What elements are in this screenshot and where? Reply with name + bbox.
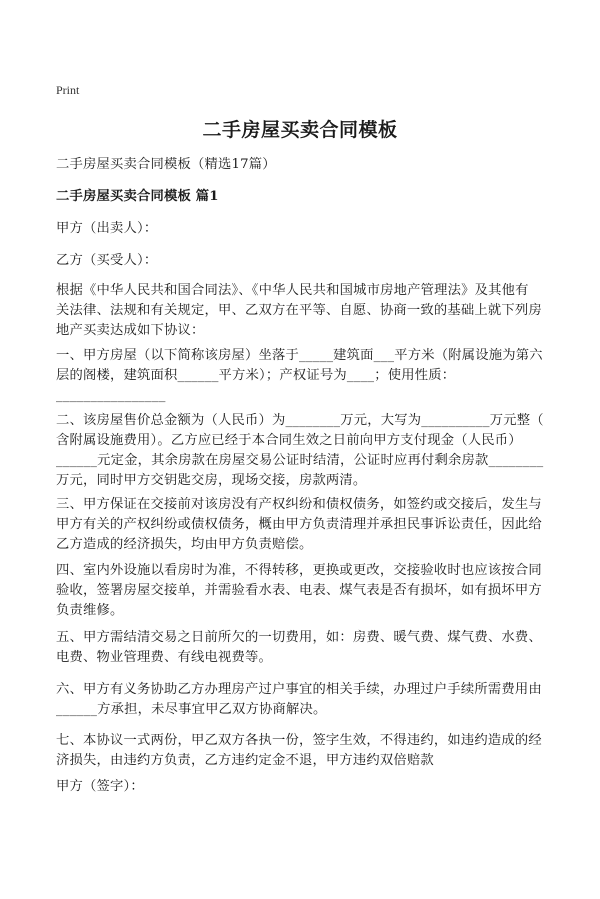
- clause-line: 负责维修。: [56, 603, 124, 618]
- clause-3-paragraph: [56, 495, 551, 555]
- clause-line: ______方承担，未尽事宜甲乙双方协商解决。: [56, 702, 327, 717]
- clause-2-paragraph: [56, 411, 551, 491]
- clause-line: ________________: [56, 388, 166, 403]
- section-heading: 二手房屋买卖合同模板 篇1: [56, 189, 219, 204]
- clause-line: 二、该房屋售价总金额为（人民币）为________万元，大写为__________万元整（: [56, 413, 544, 428]
- intro-line: 关法律、法规和有关规定，甲、乙双方在平等、自愿、协商一致的基础上就下列房: [56, 303, 542, 318]
- clause-line: 含附属设施费用）。乙方应已经于本合同生效之日前向甲方支付现金（人民币）: [56, 433, 522, 448]
- clause-4-paragraph: [56, 561, 551, 621]
- clause-line: 三、甲方保证在交接前对该房没有产权纠纷和债权债务，如签约或交接后，发生与: [56, 497, 542, 512]
- clause-line: 验收，签署房屋交接单，并需验看水表、电表、煤气表是否有损坏，如有损坏甲方: [56, 583, 542, 598]
- clause-line: 层的阁楼，建筑面积______平方米）；产权证号为____；使用性质：: [56, 368, 456, 383]
- party-a-label: 甲方（出卖人）：: [56, 221, 158, 236]
- clause-7-paragraph: [56, 731, 551, 771]
- intro-paragraph: [56, 281, 551, 341]
- document-subtitle: 二手房屋买卖合同模板（精选17篇）: [56, 157, 276, 172]
- intro-line: 根据《中华人民共和国合同法》、《中华人民共和国城市房地产管理法》及其他有: [56, 283, 529, 298]
- print-link[interactable]: Print: [56, 83, 80, 97]
- clause-line: 甲方有关的产权纠纷或债权债务，概由甲方负责清理并承担民事诉讼责任，因此给: [56, 517, 542, 532]
- clause-line: 乙方造成的经济损失，均由甲方负责赔偿。: [56, 537, 313, 552]
- clause-line: 六、甲方有义务协助乙方办理房产过户事宜的相关手续，办理过户手续所需费用由: [56, 682, 542, 697]
- party-b-label: 乙方（买受人）：: [56, 253, 158, 268]
- clause-6-paragraph: [56, 680, 551, 720]
- clause-line: ______元定金，其余房款在房屋交易公证时结清，公证时应再付剩余房款________: [56, 453, 544, 468]
- clause-1-paragraph: [56, 346, 551, 406]
- clause-line: 电费、物业管理费、有线电视费等。: [56, 650, 272, 665]
- clause-5-paragraph: [56, 628, 551, 668]
- document-title: 二手房屋买卖合同模板: [202, 119, 398, 141]
- clause-line: 七、本协议一式两份，甲乙双方各执一份，签字生效，不得违约，如违约造成的经: [56, 733, 542, 748]
- clause-line: 一、甲方房屋（以下简称该房屋）坐落于_____建筑面___平方米（附属设施为第六: [56, 348, 543, 363]
- clause-line: 五、甲方需结清交易之日前所欠的一切费用，如：房费、暖气费、煤气费、水费、: [56, 630, 542, 645]
- party-a-signature-label: 甲方（签字）：: [56, 779, 144, 794]
- clause-line: 四、室内外设施以看房时为准，不得转移，更换或更改，交接验收时也应该按合同: [56, 563, 542, 578]
- intro-line: 地产买卖达成如下协议：: [56, 323, 205, 338]
- clause-line: 万元，同时甲方交钥匙交房，现场交接，房款两清。: [56, 473, 367, 488]
- clause-line: 济损失，由违约方负责，乙方违约定金不退，甲方违约双倍赔款: [56, 753, 434, 768]
